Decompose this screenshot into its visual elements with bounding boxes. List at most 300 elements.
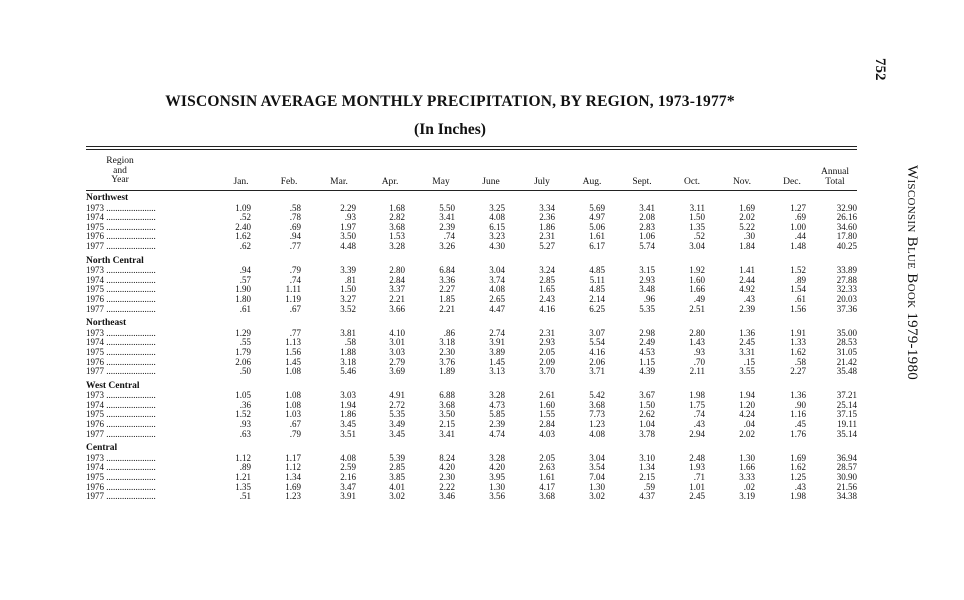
value-cell: 1.66 [689,285,705,295]
value-cell: 3.69 [389,367,405,377]
value-cell: .71 [693,473,705,483]
value-cell: 2.83 [639,222,655,232]
value-cell: 1.50 [340,285,356,295]
annual-total-cell: 32.90 [836,203,857,213]
value-cell: 3.04 [489,266,505,276]
value-cell: 4.92 [739,285,755,295]
precipitation-table [86,193,857,502]
value-cell: 2.63 [539,463,555,473]
table-subtitle: (In Inches) [414,121,486,138]
annual-total-cell: 27.88 [836,275,857,285]
value-cell: 3.03 [389,347,405,357]
value-cell: .67 [289,420,301,430]
region-name: North Central [86,255,144,266]
annual-total-cell: 35.00 [836,328,857,338]
month-header: Jan. [233,177,249,187]
value-cell: 2.21 [439,304,455,314]
year-cell: 1974 ...................... [86,275,156,285]
value-cell: 1.69 [285,482,301,492]
value-cell: 1.86 [340,410,356,420]
value-cell: 3.85 [389,473,405,483]
value-cell: 1.35 [689,222,705,232]
value-cell: 2.39 [739,304,755,314]
value-cell: 1.76 [790,429,806,439]
value-cell: 2.02 [739,429,755,439]
value-cell: 2.02 [739,213,755,223]
table-row [86,266,857,276]
value-cell: 5.46 [340,367,356,377]
annual-total-cell: 25.14 [836,400,857,410]
value-cell: 1.62 [235,232,251,242]
value-cell: 2.06 [589,357,605,367]
value-cell: 3.02 [389,492,405,502]
value-cell: 6.15 [489,222,505,232]
value-cell: 3.03 [340,391,356,401]
value-cell: .74 [289,275,301,285]
value-cell: 3.11 [689,203,705,213]
value-cell: 4.85 [589,285,605,295]
value-cell: 1.89 [439,367,455,377]
value-cell: 3.66 [389,304,405,314]
value-cell: 3.78 [639,429,655,439]
value-cell: 2.49 [639,338,655,348]
value-cell: 1.45 [285,357,301,367]
table-row [86,329,857,339]
annual-header-line: Total [825,177,845,187]
value-cell: 2.44 [739,275,755,285]
value-cell: 1.03 [285,410,301,420]
value-cell: .89 [239,463,251,473]
value-cell: 1.16 [790,410,806,420]
value-cell: 3.41 [639,203,655,213]
value-cell: 1.86 [539,222,555,232]
region-name: Northeast [86,318,127,329]
annual-total-cell: 40.25 [836,241,857,251]
value-cell: 1.08 [285,400,301,410]
value-cell: .79 [289,429,301,439]
value-cell: .79 [289,266,301,276]
table-row [86,348,857,358]
year-cell: 1973 ...................... [86,453,156,463]
value-cell: 3.39 [340,266,356,276]
value-cell: .57 [239,275,251,285]
value-cell: 1.80 [235,294,251,304]
value-cell: 1.79 [235,347,251,357]
value-cell: 5.06 [589,222,605,232]
value-cell: 1.61 [589,232,605,242]
year-cell: 1973 ...................... [86,391,156,401]
annual-total-cell: 35.14 [836,429,857,439]
value-cell: .90 [794,400,806,410]
value-cell: 2.05 [539,453,555,463]
value-cell: 5.35 [639,304,655,314]
table-row [86,492,857,502]
annual-total-cell: 34.38 [836,492,857,502]
value-cell: 3.27 [340,294,356,304]
value-cell: 2.62 [639,410,655,420]
value-cell: .94 [289,232,301,242]
annual-total-cell: 17.80 [836,232,857,242]
value-cell: 3.52 [340,304,356,314]
value-cell: 1.35 [235,482,251,492]
table-row [86,367,857,377]
value-cell: .62 [239,241,251,251]
region-heading-row [86,318,857,329]
value-cell: 1.60 [539,400,555,410]
value-cell: 3.89 [489,347,505,357]
value-cell: 1.66 [739,463,755,473]
year-cell: 1976 ...................... [86,294,156,304]
table-row [86,391,857,401]
region-name: Central [86,443,118,454]
value-cell: 6.25 [589,304,605,314]
value-cell: 1.11 [285,285,301,295]
value-cell: 3.68 [539,492,555,502]
value-cell: 5.50 [439,203,455,213]
year-cell: 1974 ...................... [86,338,156,348]
annual-total-cell: 31.05 [836,347,857,357]
value-cell: 2.85 [539,275,555,285]
value-cell: .74 [693,410,705,420]
annual-total-cell: 28.53 [836,338,857,348]
value-cell: 1.05 [235,391,251,401]
value-cell: 4.08 [589,429,605,439]
value-cell: 5.27 [539,241,555,251]
annual-total-cell: 30.90 [836,473,857,483]
annual-total-cell: 37.36 [836,304,857,314]
value-cell: 1.60 [689,275,705,285]
value-cell: 1.19 [285,294,301,304]
value-cell: 3.48 [639,285,655,295]
value-cell: 2.94 [689,429,705,439]
value-cell: 1.88 [340,347,356,357]
value-cell: 2.15 [639,473,655,483]
value-cell: .58 [794,357,806,367]
table-row [86,410,857,420]
value-cell: 2.31 [539,232,555,242]
value-cell: .77 [289,328,301,338]
value-cell: .59 [643,482,655,492]
annual-total-cell: 21.56 [836,482,857,492]
header-rule [86,190,857,191]
value-cell: 3.18 [340,357,356,367]
value-cell: 2.21 [389,294,405,304]
region-name: West Central [86,380,140,391]
value-cell: 3.70 [539,367,555,377]
value-cell: 3.28 [389,241,405,251]
value-cell: 3.19 [739,492,755,502]
value-cell: 3.50 [439,410,455,420]
year-cell: 1975 ...................... [86,285,156,295]
year-cell: 1975 ...................... [86,410,156,420]
table-row [86,305,857,315]
value-cell: 1.98 [689,391,705,401]
value-cell: 8.24 [439,453,455,463]
value-cell: .93 [693,347,705,357]
value-cell: 2.93 [539,338,555,348]
value-cell: 2.59 [340,463,356,473]
value-cell: 2.11 [689,367,705,377]
value-cell: 2.36 [539,213,555,223]
value-cell: 1.20 [739,400,755,410]
value-cell: 5.54 [589,338,605,348]
month-header: Feb. [280,177,298,187]
value-cell: 3.15 [639,266,655,276]
value-cell: .45 [794,420,806,430]
value-cell: 2.51 [689,304,705,314]
table-row [86,454,857,464]
value-cell: 2.98 [639,328,655,338]
value-cell: .69 [794,213,806,223]
value-cell: 1.08 [285,391,301,401]
year-cell: 1973 ...................... [86,328,156,338]
annual-total-cell: 19.11 [837,420,857,430]
value-cell: 2.43 [539,294,555,304]
value-cell: 1.21 [235,473,251,483]
value-cell: 3.55 [739,367,755,377]
value-cell: .63 [239,429,251,439]
annual-total-cell: 35.48 [836,367,857,377]
value-cell: 4.16 [589,347,605,357]
value-cell: 2.27 [439,285,455,295]
value-cell: 1.01 [689,482,705,492]
region-heading-row [86,381,857,392]
value-cell: .52 [239,213,251,223]
value-cell: 6.88 [439,391,455,401]
value-cell: 3.50 [340,232,356,242]
region-header-line: and [113,165,127,176]
value-cell: 3.45 [340,420,356,430]
value-cell: .94 [239,266,251,276]
value-cell: 1.08 [285,367,301,377]
value-cell: 1.36 [739,328,755,338]
table-title: WISCONSIN AVERAGE MONTHLY PRECIPITATION, BY REGION, 1973-1977* [165,93,735,110]
top-rule [86,146,857,147]
value-cell: 1.69 [739,203,755,213]
month-header: Apr. [381,177,399,187]
value-cell: .15 [743,357,755,367]
month-header: Nov. [732,177,752,187]
value-cell: 1.85 [439,294,455,304]
value-cell: 2.82 [389,213,405,223]
value-cell: .61 [239,304,251,314]
value-cell: 1.84 [739,241,755,251]
value-cell: .43 [743,294,755,304]
value-cell: 1.75 [689,400,705,410]
value-cell: 4.20 [489,463,505,473]
value-cell: 2.27 [790,367,806,377]
value-cell: 5.35 [389,410,405,420]
value-cell: 1.36 [790,391,806,401]
value-cell: 3.04 [589,453,605,463]
value-cell: .86 [443,328,455,338]
value-cell: 3.28 [489,453,505,463]
value-cell: 4.20 [439,463,455,473]
month-header: June [482,177,500,187]
value-cell: 3.07 [589,328,605,338]
region-heading-row [86,256,857,267]
value-cell: 3.76 [439,357,455,367]
year-cell: 1977 ...................... [86,241,156,251]
value-cell: .70 [693,357,705,367]
region-heading-row [86,443,857,454]
annual-header-line: Annual [821,167,849,177]
year-cell: 1975 ...................... [86,347,156,357]
value-cell: 2.84 [539,420,555,430]
value-cell: 4.73 [489,400,505,410]
year-cell: 1976 ...................... [86,420,156,430]
value-cell: 2.93 [639,275,655,285]
value-cell: 3.04 [689,241,705,251]
table-row [86,338,857,348]
year-cell: 1976 ...................... [86,232,156,242]
value-cell: 6.17 [589,241,605,251]
value-cell: 3.56 [489,492,505,502]
value-cell: 1.43 [689,338,705,348]
year-cell: 1977 ...................... [86,492,156,502]
value-cell: .74 [443,232,455,242]
year-cell: 1973 ...................... [86,266,156,276]
table-row [86,473,857,483]
table-row [86,430,857,440]
annual-total-cell: 26.16 [836,213,857,223]
value-cell: 4.16 [539,304,555,314]
value-cell: 2.22 [439,482,455,492]
value-cell: 2.84 [389,275,405,285]
value-cell: .69 [289,222,301,232]
value-cell: 2.05 [539,347,555,357]
month-header: Sept. [632,177,652,187]
value-cell: 1.09 [235,203,251,213]
year-cell: 1977 ...................... [86,304,156,314]
value-cell: .43 [794,482,806,492]
value-cell: .51 [239,492,251,502]
value-cell: 1.17 [285,453,301,463]
value-cell: 1.33 [790,338,806,348]
region-column-header [103,157,137,186]
value-cell: .58 [344,338,356,348]
value-cell: 2.15 [439,420,455,430]
value-cell: 1.91 [790,328,806,338]
table-row [86,213,857,223]
value-cell: 4.30 [489,241,505,251]
value-cell: 2.80 [689,328,705,338]
value-cell: 3.10 [639,453,655,463]
value-cell: 3.26 [439,241,455,251]
value-cell: 1.92 [689,266,705,276]
month-header: Mar. [330,177,348,187]
page-number: 752 [872,58,888,81]
value-cell: 2.30 [439,347,455,357]
value-cell: .52 [693,232,705,242]
value-cell: .93 [344,213,356,223]
value-cell: 2.14 [589,294,605,304]
value-cell: 4.47 [489,304,505,314]
value-cell: 5.69 [589,203,605,213]
value-cell: 5.22 [739,222,755,232]
year-cell: 1974 ...................... [86,463,156,473]
value-cell: 2.39 [489,420,505,430]
annual-total-cell: 34.60 [836,222,857,232]
value-cell: 1.12 [235,453,251,463]
value-cell: 2.74 [489,328,505,338]
value-cell: 3.68 [389,222,405,232]
value-cell: 3.41 [439,429,455,439]
value-cell: 4.97 [589,213,605,223]
value-cell: 1.34 [639,463,655,473]
value-cell: 3.36 [439,275,455,285]
table-row [86,483,857,493]
value-cell: 2.80 [389,266,405,276]
value-cell: 2.85 [389,463,405,473]
value-cell: 1.52 [790,266,806,276]
value-cell: .44 [794,232,806,242]
annual-total-cell: 33.89 [836,266,857,276]
value-cell: 3.68 [439,400,455,410]
value-cell: 5.42 [589,391,605,401]
table-row [86,242,857,252]
value-cell: 3.02 [589,492,605,502]
value-cell: 3.25 [489,203,505,213]
value-cell: 2.16 [340,473,356,483]
value-cell: .81 [344,275,356,285]
value-cell: 1.45 [489,357,505,367]
value-cell: 4.01 [389,482,405,492]
annual-total-cell: 37.21 [836,391,857,401]
table-row [86,295,857,305]
top-rule-double [86,149,857,150]
value-cell: 1.48 [790,241,806,251]
annual-total-cell: 36.94 [836,453,857,463]
value-cell: .36 [239,400,251,410]
region-header-line: Year [111,175,129,185]
value-cell: 4.08 [340,453,356,463]
value-cell: 3.45 [389,429,405,439]
value-cell: 3.74 [489,275,505,285]
year-cell: 1974 ...................... [86,400,156,410]
value-cell: 4.91 [389,391,405,401]
value-cell: 1.62 [790,347,806,357]
value-cell: 3.31 [739,347,755,357]
value-cell: 1.94 [340,400,356,410]
value-cell: 3.37 [389,285,405,295]
value-cell: 1.62 [790,463,806,473]
annual-total-cell: 32.33 [836,285,857,295]
value-cell: 1.27 [790,203,806,213]
year-cell: 1974 ...................... [86,213,156,223]
value-cell: .55 [239,338,251,348]
table-row [86,285,857,295]
value-cell: 1.41 [739,266,755,276]
value-cell: 1.13 [285,338,301,348]
region-heading-row [86,193,857,204]
value-cell: 2.45 [689,492,705,502]
month-header: May [432,177,450,187]
year-cell: 1973 ...................... [86,203,156,213]
value-cell: 3.18 [439,338,455,348]
value-cell: 1.61 [539,473,555,483]
value-cell: 3.54 [589,463,605,473]
value-cell: 2.31 [539,328,555,338]
value-cell: 3.49 [389,420,405,430]
value-cell: 3.13 [489,367,505,377]
year-cell: 1976 ...................... [86,357,156,367]
value-cell: 1.56 [285,347,301,357]
value-cell: 2.30 [439,473,455,483]
value-cell: 2.61 [539,391,555,401]
value-cell: .93 [239,420,251,430]
value-cell: 2.06 [235,357,251,367]
